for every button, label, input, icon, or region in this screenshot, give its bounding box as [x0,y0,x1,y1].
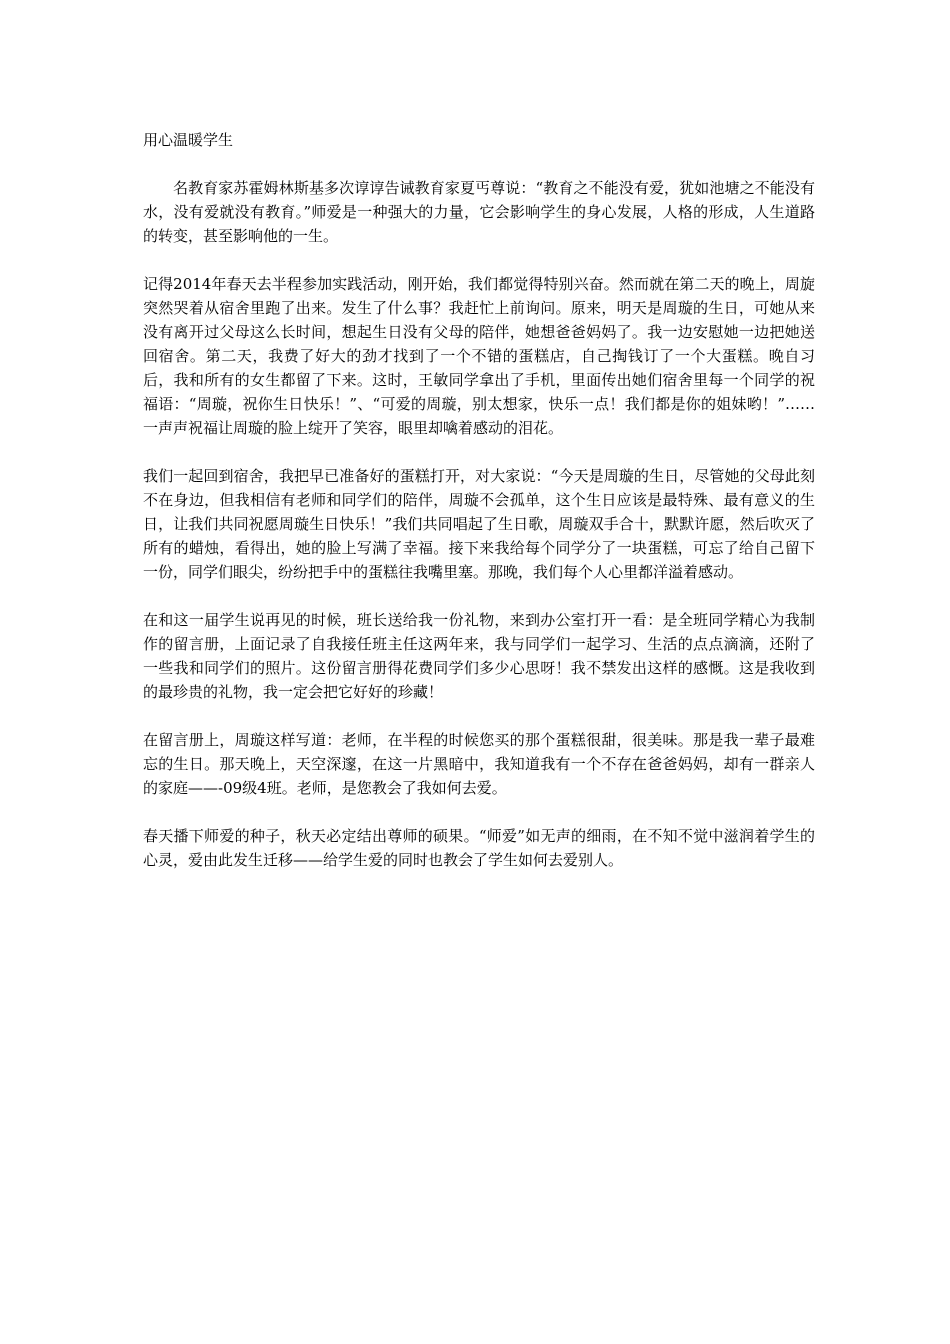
paragraph-story-start: 记得2014年春天去半程参加实践活动，刚开始，我们都觉得特别兴奋。然而就在第二天的晚上，周旋突然哭着从宿舍里跑了出来。发生了什么事？我赶忙上前询问。原来，明天是周璇的生日，可她从来没有离开过父母这么长时间，想起生日没有父母的陪伴，她想爸爸妈妈了。我一边安慰她一边把她送回宿舍。第二天，我费了好大的劲才找到了一个不错的蛋糕店，自己掏钱订了一个大蛋糕。晚自习后，我和所有的女生都留了下来。这时，王敏同学拿出了手机，里面传出她们宿舍里每一个同学的祝福语：“周璇，祝你生日快乐！”、“可爱的周璇，别太想家，快乐一点！我们都是你的姐妹哟！”……一声声祝福让周璇的脸上绽开了笑容，眼里却噙着感动的泪花。 [143,275,815,437]
document-title: 用心温暖学生 [143,131,234,149]
paragraph-conclusion: 春天播下师爱的种子，秋天必定结出尊师的硕果。“师爱”如无声的细雨，在不知不觉中滋润着学生的心灵，爱由此发生迁移——给学生爱的同时也教会了学生如何去爱别人。 [143,827,815,869]
paragraph-intro: 名教育家苏霍姆林斯基多次谆谆告诫教育家夏丐尊说：“教育之不能没有爱，犹如池塘之不能没有水，没有爱就没有教育。”师爱是一种强大的力量，它会影响学生的身心发展，人格的形成，人生道路的转变，甚至影响他的一生。 [143,179,815,245]
document-page [143,128,815,896]
paragraph-farewell-gift: 在和这一届学生说再见的时候，班长送给我一份礼物，来到办公室打开一看：是全班同学精心为我制作的留言册，上面记录了自我接任班主任这两年来，我与同学们一起学习、生活的点点滴滴，还附了一些我和同学们的照片。这份留言册得花费同学们多少心思呀！我不禁发出这样的感慨。这是我收到的最珍贵的礼物，我一定会把它好好的珍藏！ [143,611,815,701]
paragraph-guestbook-message: 在留言册上，周璇这样写道：老师，在半程的时候您买的那个蛋糕很甜，很美味。那是我一辈子最难忘的生日。那天晚上，天空深邃，在这一片黑暗中，我知道我有一个不存在爸爸妈妈，却有一群亲人的家庭——-09级4班。老师，是您教会了我如何去爱。 [143,731,815,797]
paragraph-birthday-celebration: 我们一起回到宿舍，我把早已准备好的蛋糕打开，对大家说：“今天是周璇的生日，尽管她的父母此刻不在身边，但我相信有老师和同学们的陪伴，周璇不会孤单，这个生日应该是最特殊、最有意义的生日，让我们共同祝愿周璇生日快乐！”我们共同唱起了生日歌，周璇双手合十，默默许愿，然后吹灭了所有的蜡烛，看得出，她的脸上写满了幸福。接下来我给每个同学分了一块蛋糕，可忘了给自己留下一份，同学们眼尖，纷纷把手中的蛋糕往我嘴里塞。那晚，我们每个人心里都洋溢着感动。 [143,467,815,581]
